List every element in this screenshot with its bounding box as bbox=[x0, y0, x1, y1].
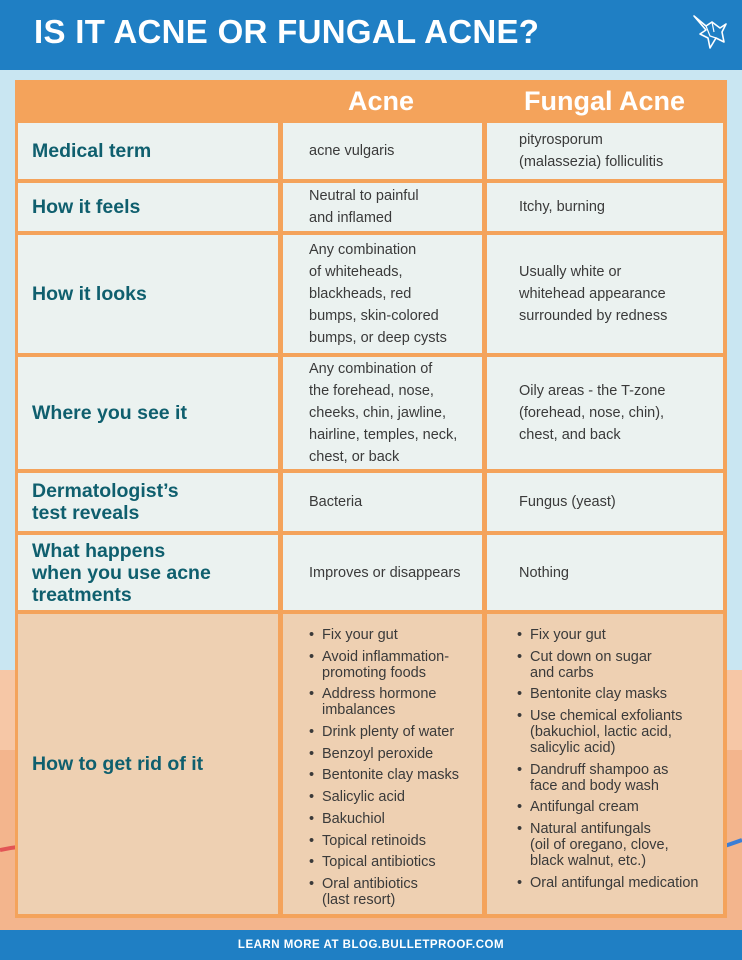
fungal-medical-term: pityrosporum (malassezia) folliculitis bbox=[487, 123, 723, 179]
fungal-treatment-response: Nothing bbox=[487, 535, 723, 610]
fungal-remedy-item: • Cut down on sugar and carbs bbox=[517, 649, 721, 681]
acne-where-you-see-it: Any combination of the forehead, nose, cheeks, chin, jawline, hairline, temples, neck, chest, or back bbox=[283, 357, 482, 469]
acne-remedy-item: • Drink plenty of water bbox=[309, 724, 478, 740]
acne-how-it-looks: Any combination of whiteheads, blackheads, red bumps, skin-colored bumps, or deep cysts bbox=[283, 235, 482, 353]
fungal-remedies bbox=[487, 614, 723, 914]
acne-remedy-item: • Address hormone imbalances bbox=[309, 686, 478, 718]
acne-remedy-item: • Topical antibiotics bbox=[309, 854, 478, 870]
comparison-table bbox=[15, 80, 727, 918]
row-label-how-it-looks: How it looks bbox=[18, 235, 278, 353]
acne-remedy-item: • Fix your gut bbox=[309, 627, 478, 643]
fungal-how-it-feels: Itchy, burning bbox=[487, 183, 723, 231]
column-header-acne: Acne bbox=[347, 85, 415, 116]
acne-how-it-feels: Neutral to painful and inflamed bbox=[283, 183, 482, 231]
acne-remedy-item: • Avoid inflammation- promoting foods bbox=[309, 649, 478, 681]
fungal-dermatologist-test: Fungus (yeast) bbox=[487, 473, 723, 531]
acne-remedies bbox=[283, 614, 482, 914]
fungal-remedy-item: • Fix your gut bbox=[517, 627, 721, 643]
row-label-how-it-feels: How it feels bbox=[18, 183, 278, 231]
footer-link-text[interactable]: LEARN MORE AT BLOG.BULLETPROOF.COM bbox=[237, 939, 505, 951]
header-bar bbox=[0, 0, 742, 70]
acne-remedy-item: • Bentonite clay masks bbox=[309, 767, 478, 783]
row-label-where-you-see-it: Where you see it bbox=[18, 357, 278, 469]
fungal-remedy-item: • Antifungal cream bbox=[517, 799, 721, 815]
acne-dermatologist-test: Bacteria bbox=[283, 473, 482, 531]
fungal-remedy-item: • Dandruff shampoo as face and body wash bbox=[517, 762, 721, 794]
acne-remedy-item: • Salicylic acid bbox=[309, 789, 478, 805]
acne-treatment-response: Improves or disappears bbox=[283, 535, 482, 610]
fungal-remedy-item: • Natural antifungals (oil of oregano, clove, black walnut, etc.) bbox=[517, 821, 721, 869]
row-label-how-to-get-rid-of-it: How to get rid of it bbox=[18, 614, 278, 914]
fungal-where-you-see-it: Oily areas - the T-zone (forehead, nose, chin), chest, and back bbox=[487, 357, 723, 469]
page-title: IS IT ACNE OR FUNGAL ACNE? bbox=[34, 13, 540, 50]
column-header-fungal-acne: Fungal Acne bbox=[523, 85, 685, 116]
fungal-remedies-list bbox=[517, 627, 721, 891]
footer-bar bbox=[0, 930, 742, 960]
fungal-remedy-item: • Use chemical exfoliants (bakuchiol, lactic acid, salicylic acid) bbox=[517, 708, 721, 756]
acne-medical-term: acne vulgaris bbox=[283, 123, 482, 179]
row-label-medical-term: Medical term bbox=[18, 123, 278, 179]
fungal-remedy-item: • Bentonite clay masks bbox=[517, 686, 721, 702]
fungal-remedy-item: • Oral antifungal medication bbox=[517, 875, 721, 891]
acne-remedy-item: • Topical retinoids bbox=[309, 833, 478, 849]
fungal-how-it-looks: Usually white or whitehead appearance surrounded by redness bbox=[487, 235, 723, 353]
acne-remedy-item: • Bakuchiol bbox=[309, 811, 478, 827]
row-label-dermatologist-test: Dermatologist’s test reveals bbox=[18, 473, 278, 531]
row-label-acne-treatments: What happens when you use acne treatments bbox=[18, 535, 278, 610]
hummingbird-icon bbox=[690, 10, 730, 54]
acne-remedy-item: • Oral antibiotics (last resort) bbox=[309, 876, 478, 908]
acne-remedy-item: • Benzoyl peroxide bbox=[309, 746, 478, 762]
acne-remedies-list bbox=[309, 627, 478, 908]
